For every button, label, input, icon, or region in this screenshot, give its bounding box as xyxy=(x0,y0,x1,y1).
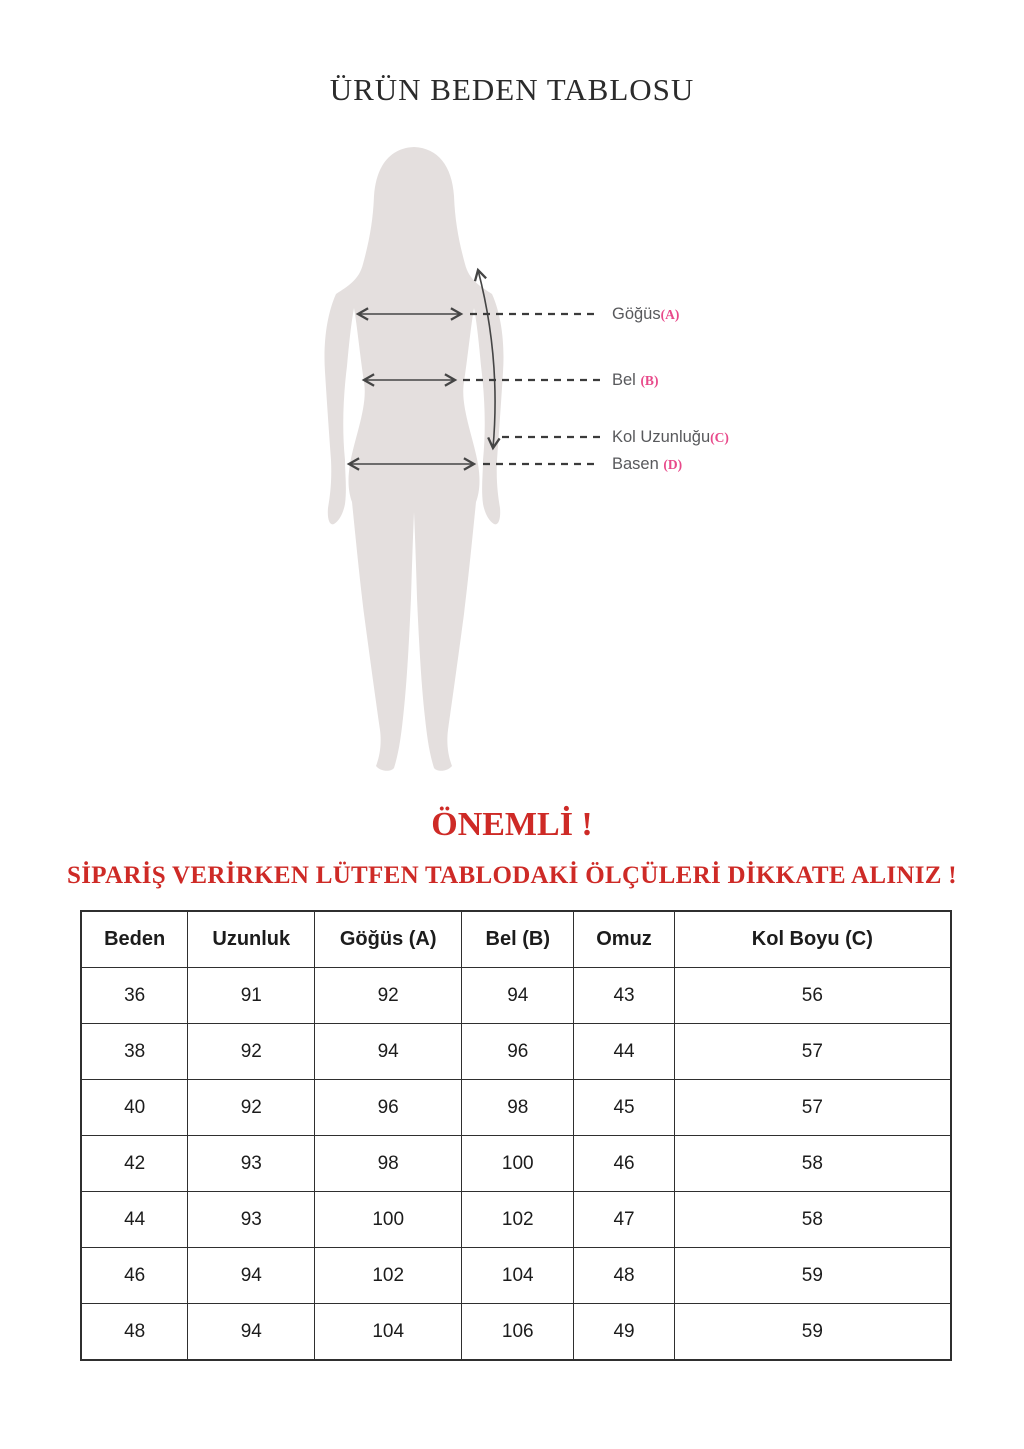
table-cell: 92 xyxy=(188,1024,315,1080)
measurement-label-bel: Bel (B) xyxy=(612,371,659,389)
table-cell: 98 xyxy=(462,1080,574,1136)
table-cell: 94 xyxy=(315,1024,462,1080)
page-title: ÜRÜN BEDEN TABLOSU xyxy=(329,72,695,107)
table-cell: 92 xyxy=(188,1080,315,1136)
table-cell: 104 xyxy=(462,1248,574,1304)
table-cell: 94 xyxy=(462,968,574,1024)
table-cell: 48 xyxy=(81,1304,188,1361)
table-cell: 46 xyxy=(574,1136,674,1192)
table-cell: 104 xyxy=(315,1304,462,1361)
table-row xyxy=(81,1024,951,1080)
table-cell: 100 xyxy=(315,1192,462,1248)
size-table xyxy=(80,910,952,1361)
table-cell: 57 xyxy=(674,1024,951,1080)
table-cell: 94 xyxy=(188,1248,315,1304)
table-cell: 44 xyxy=(81,1192,188,1248)
table-cell: 102 xyxy=(315,1248,462,1304)
table-row xyxy=(81,968,951,1024)
table-cell: 59 xyxy=(674,1304,951,1361)
measurement-label-kol-uzunlugu: Kol Uzunluğu(C) xyxy=(612,428,729,446)
size-table-body xyxy=(81,968,951,1361)
table-cell: 92 xyxy=(315,968,462,1024)
table-cell: 93 xyxy=(188,1136,315,1192)
table-cell: 59 xyxy=(674,1248,951,1304)
table-row xyxy=(81,1080,951,1136)
silhouette-shape xyxy=(324,147,503,771)
table-cell: 98 xyxy=(315,1136,462,1192)
table-cell: 93 xyxy=(188,1192,315,1248)
table-row xyxy=(81,1248,951,1304)
measurement-label-gogus: Göğüs(A) xyxy=(612,305,680,323)
column-header-bel: Bel (B) xyxy=(462,911,574,968)
table-cell: 106 xyxy=(462,1304,574,1361)
table-cell: 38 xyxy=(81,1024,188,1080)
warning-subtitle: SİPARİŞ VERİRKEN LÜTFEN TABLODAKİ ÖLÇÜLERİ DİKKATE ALINIZ ! xyxy=(67,862,957,889)
measurement-label-basen: Basen (D) xyxy=(612,455,683,473)
table-row xyxy=(81,1192,951,1248)
table-cell: 36 xyxy=(81,968,188,1024)
size-table-header-row xyxy=(81,911,951,968)
table-cell: 100 xyxy=(462,1136,574,1192)
table-cell: 42 xyxy=(81,1136,188,1192)
table-cell: 40 xyxy=(81,1080,188,1136)
column-header-uzunluk: Uzunluk xyxy=(188,911,315,968)
table-cell: 56 xyxy=(674,968,951,1024)
table-cell: 94 xyxy=(188,1304,315,1361)
table-row xyxy=(81,1136,951,1192)
table-cell: 49 xyxy=(574,1304,674,1361)
column-header-beden: Beden xyxy=(81,911,188,968)
column-header-omuz: Omuz xyxy=(574,911,674,968)
table-cell: 91 xyxy=(188,968,315,1024)
column-header-kol-boyu: Kol Boyu (C) xyxy=(674,911,951,968)
table-cell: 57 xyxy=(674,1080,951,1136)
table-cell: 96 xyxy=(462,1024,574,1080)
column-header-gogus: Göğüs (A) xyxy=(315,911,462,968)
table-cell: 58 xyxy=(674,1192,951,1248)
warning-title: ÖNEMLİ ! xyxy=(431,806,593,843)
table-cell: 102 xyxy=(462,1192,574,1248)
table-cell: 46 xyxy=(81,1248,188,1304)
table-cell: 44 xyxy=(574,1024,674,1080)
table-cell: 47 xyxy=(574,1192,674,1248)
table-row xyxy=(81,1304,951,1361)
table-cell: 58 xyxy=(674,1136,951,1192)
table-cell: 96 xyxy=(315,1080,462,1136)
table-cell: 43 xyxy=(574,968,674,1024)
table-cell: 45 xyxy=(574,1080,674,1136)
table-cell: 48 xyxy=(574,1248,674,1304)
